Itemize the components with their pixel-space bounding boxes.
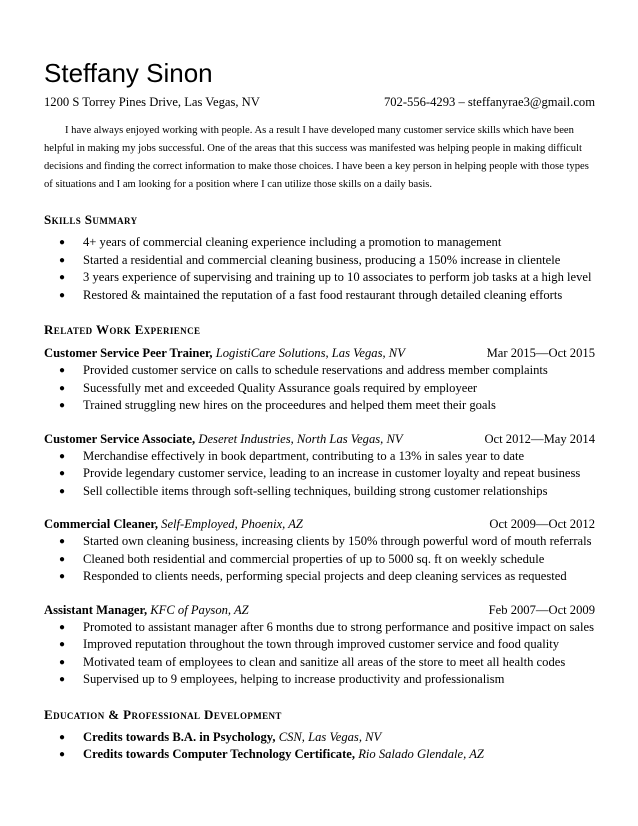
job-dates: Feb 2007—Oct 2009 <box>488 602 595 617</box>
skill-item: ● 3 years experience of supervising and training up to 10 associates to perform job tasks at a high level <box>44 269 596 287</box>
job-bullet: ● Cleaned both residential and commercial properties of up to 5000 sq. ft on weekly schedule <box>44 551 596 569</box>
job-bullet: ● Sell collectible items through soft-selling techniques, building strong customer relationships <box>44 483 596 501</box>
job-bullets <box>44 533 596 586</box>
job-bullet: ● Sucessfully met and exceeded Quality Assurance goals required by employeer <box>44 380 596 398</box>
job-bullet: ● Supervised up to 9 employees, helping to increase productivity and professionalism <box>44 671 596 689</box>
job-bullet: ● Provide legendary customer service, leading to an increase in customer loyalty and repeat business <box>44 465 596 483</box>
job-role: Customer Service Associate, <box>44 431 196 446</box>
phone-email: 702-556-4293 – steffanyrae3@gmail.com <box>383 95 595 109</box>
education-school: Rio Salado Glendale, AZ <box>358 747 484 761</box>
job-header <box>44 515 596 533</box>
skills-heading: Skills Summary <box>44 212 138 227</box>
job-org: Self-Employed, Phoenix, AZ <box>161 517 303 531</box>
job-bullet: ● Promoted to assistant manager after 6 months due to strong performance and positive impact on sales <box>44 619 596 637</box>
job-entry <box>44 344 596 415</box>
job-bullet: ● Trained struggling new hires on the proceedures and helped them meet their goals <box>44 397 596 415</box>
job-org: LogistiCare Solutions, Las Vegas, NV <box>215 346 405 360</box>
job-role: Commercial Cleaner, <box>44 517 159 531</box>
job-bullet: ● Improved reputation throughout the town through improved customer service and food quality <box>44 636 596 654</box>
job-role: Assistant Manager, <box>44 602 148 617</box>
job-role: Customer Service Peer Trainer, <box>44 346 213 360</box>
job-bullet: ● Merchandise effectively in book department, contributing to a 13% in sales year to date <box>44 448 596 466</box>
job-dates: Oct 2012—May 2014 <box>484 431 595 446</box>
skill-item: ● Started a residential and commercial cleaning business, producing a 150% increase in clientele <box>44 252 596 270</box>
experience-heading: Related Work Experience <box>44 322 201 337</box>
skill-item: ● Restored & maintained the reputation of a fast food restaurant through detailed cleaning efforts <box>44 287 596 305</box>
job-dates: Oct 2009—Oct 2012 <box>489 517 595 531</box>
education-heading: Education & Professional Development <box>44 706 282 722</box>
job-header <box>44 601 596 619</box>
job-bullet: ● Started own cleaning business, increasing clients by 150% through powerful word of mouth referrals <box>44 533 596 551</box>
education-item <box>44 746 596 764</box>
job-bullets <box>44 619 596 689</box>
address: 1200 S Torrey Pines Drive, Las Vegas, NV <box>44 95 260 109</box>
job-bullets <box>44 448 596 501</box>
job-bullet: ● Motivated team of employees to clean and sanitize all areas of the store to meet all health codes <box>44 654 596 672</box>
job-bullet: ● Responded to clients needs, performing special projects and deep cleaning services as requested <box>44 568 596 586</box>
education-school: CSN, Las Vegas, NV <box>278 729 382 744</box>
job-entry <box>44 430 596 501</box>
education-item <box>44 729 596 747</box>
education-credit: Credits towards Computer Technology Certificate, <box>83 747 356 761</box>
education-credit: Credits towards B.A. in Psychology, <box>83 729 276 744</box>
job-bullets <box>44 362 596 415</box>
education-list <box>44 729 596 764</box>
resume-page <box>44 58 596 764</box>
job-header <box>44 430 596 448</box>
job-org: Deseret Industries, North Las Vegas, NV <box>198 431 403 446</box>
job-header <box>44 344 596 362</box>
job-bullet: ● Provided customer service on calls to schedule reservations and address member complaints <box>44 362 596 380</box>
summary-paragraph: I have always enjoyed working with people. As a result I have developed many customer service skills which have been helpful in making my jobs successful. One of the areas that this success was manifested was helping people in making difficult decisions and finding the correct information to make those choices. I have been a key person in helping people with those types of situations and I am looking for a position where I can utilize those skills on a daily basis. <box>44 125 589 190</box>
job-dates: Mar 2015—Oct 2015 <box>486 346 595 360</box>
job-entry <box>44 515 596 586</box>
job-entry <box>44 601 596 689</box>
contact-line <box>44 94 596 110</box>
skills-list <box>44 234 596 304</box>
job-org: KFC of Payson, AZ <box>150 602 249 617</box>
skill-item: ● 4+ years of commercial cleaning experience including a promotion to management <box>44 234 596 252</box>
candidate-name: Steffany Sinon <box>44 58 213 88</box>
